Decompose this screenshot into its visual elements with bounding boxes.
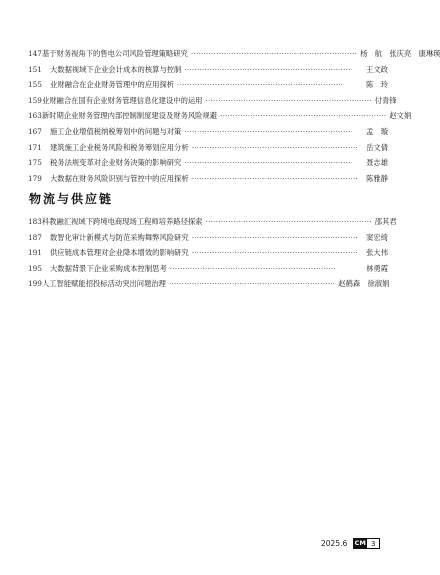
toc-entry[interactable]	[28, 124, 388, 140]
section-title-logistics: 物流与供应链	[29, 192, 114, 206]
toc-entry[interactable]	[28, 171, 388, 187]
toc-entry[interactable]	[28, 46, 440, 62]
toc-article-title: 科教融汇视域下跨境电商现场工程师培养路径探索	[41, 217, 203, 226]
toc-article-author: 窦宏绮	[366, 232, 388, 242]
toc-article-author: 陈雅静	[366, 173, 388, 183]
toc-entry[interactable]	[28, 230, 388, 246]
page-footer	[321, 538, 380, 549]
toc-article-author: 孟 璇	[366, 126, 388, 136]
page-number: 3	[367, 538, 380, 549]
issue-date: 2025.6	[321, 539, 348, 548]
toc-leader-dots: ··································································	[184, 64, 351, 74]
toc-article-title: 基于财务视角下的售电公司风险管理策略研究	[41, 49, 188, 58]
toc-page-number: 155	[28, 80, 42, 90]
toc-article-author: 张大伟	[366, 248, 388, 258]
toc-page-number: 175	[28, 158, 42, 168]
toc-leader-dots: ··································································	[191, 248, 358, 258]
toc-page-number: 179	[28, 173, 42, 183]
toc-article-author: 付青锋	[374, 95, 397, 105]
toc-entry[interactable]	[28, 276, 388, 292]
finance-toc-list	[28, 46, 440, 186]
toc-page-number: 187	[28, 232, 42, 242]
toc-page-number: 183	[28, 217, 42, 226]
toc-leader-dots: ··································································	[205, 217, 372, 226]
logistics-toc-list	[28, 214, 397, 292]
toc-article-author: 林勇霞	[366, 263, 388, 273]
toc-page-number: 199	[28, 279, 42, 289]
toc-leader-dots: ··································································	[205, 95, 372, 105]
toc-article-title: 大数据视域下企业会计成本的核算与控制	[50, 64, 182, 74]
toc-page-number: 195	[28, 263, 42, 273]
toc-article-title: 供应链成本管理对企业降本增效的影响研究	[50, 248, 189, 258]
toc-article-title: 施工企业增值税纳税筹划中的问题与对策	[50, 126, 182, 136]
toc-article-author: 陈 玲	[366, 80, 388, 90]
toc-page-number: 191	[28, 248, 42, 258]
toc-article-author: 王文政	[366, 64, 388, 74]
toc-article-author: 岳文倩	[366, 142, 388, 152]
toc-article-author: 赵文娟	[389, 111, 412, 121]
toc-leader-dots: ··································································	[168, 279, 336, 289]
toc-article-author: 杨 航 张庆亮 康琳瑛	[360, 49, 440, 58]
toc-article-author: 邵其君	[374, 217, 397, 226]
toc-leader-dots: ··································································	[191, 142, 358, 152]
toc-leader-dots: ··································································	[191, 232, 358, 242]
toc-article-author: 赵鹤森 徐淑娟	[338, 279, 390, 289]
toc-leader-dots: ··································································	[220, 111, 387, 121]
toc-leader-dots: ··································································	[191, 173, 358, 183]
toc-article-title: 大数据在财务风险识别与管控中的应用探析	[50, 173, 189, 183]
toc-entry[interactable]	[28, 261, 388, 277]
toc-page-number: 147	[28, 49, 42, 58]
toc-leader-dots: ··································································	[184, 158, 351, 168]
toc-article-title: 新时期企业财务管理内部控制制度建设及财务风险规避	[41, 111, 218, 121]
toc-leader-dots: ··································································	[169, 263, 337, 273]
toc-article-title: 业财融合在国有企业财务管理信息化建设中的运用	[41, 95, 203, 105]
toc-page-number: 151	[28, 64, 42, 74]
toc-article-title: 税务法规变革对企业财务决策的影响研究	[50, 158, 182, 168]
toc-entry[interactable]	[28, 108, 412, 124]
toc-article-title: 大数据背景下企业采购成本控制思考	[50, 263, 167, 273]
toc-article-title: 数智化审计新模式与防范采购舞弊风险研究	[50, 232, 189, 242]
journal-logo-icon: CM	[354, 539, 366, 547]
toc-entry[interactable]	[28, 214, 397, 230]
toc-entry[interactable]	[28, 93, 397, 109]
toc-leader-dots: ··································································	[177, 80, 344, 90]
toc-entry[interactable]	[28, 62, 388, 78]
toc-entry[interactable]	[28, 140, 388, 156]
toc-entry[interactable]	[28, 77, 388, 93]
toc-leader-dots: ··································································	[184, 126, 351, 136]
toc-page-number: 171	[28, 142, 42, 152]
toc-article-title: 人工智能赋能招投标活动突出问题治理	[41, 279, 166, 289]
toc-page-number: 167	[28, 126, 42, 136]
toc-article-author: 聂志雄	[366, 158, 388, 168]
toc-page-number: 163	[28, 111, 42, 121]
toc-article-title: 业财融合在企业财务管理中的应用探析	[50, 80, 175, 90]
toc-entry[interactable]	[28, 155, 388, 171]
toc-page-number: 159	[28, 95, 42, 105]
toc-article-title: 建筑施工企业税务风险和税务筹划应用分析	[50, 142, 189, 152]
toc-leader-dots: ··································································	[190, 49, 358, 58]
toc-entry[interactable]	[28, 245, 388, 261]
